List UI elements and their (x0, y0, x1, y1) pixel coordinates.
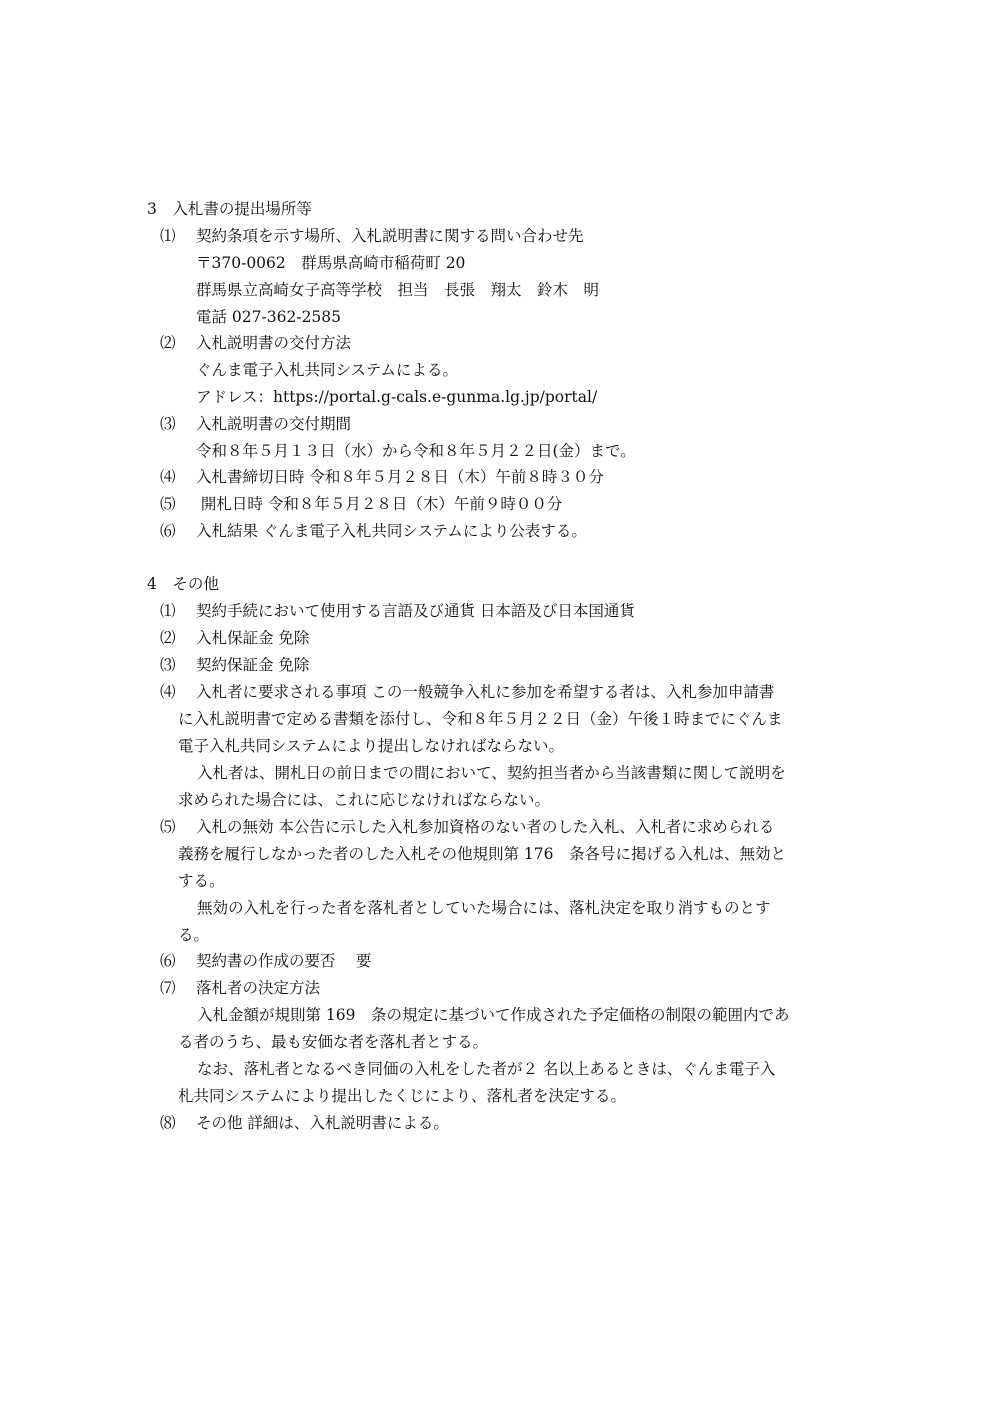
contract-bond: 契約保証金 免除 (196, 656, 310, 674)
item-number: ⑸ (160, 495, 176, 513)
item-number: ⑹ (160, 522, 176, 540)
bid-bond: 入札保証金 免除 (196, 629, 310, 647)
bid-results: 入札結果 ぐんま電子入札共同システムにより公表する。 (196, 522, 587, 540)
item-number: ⑻ (160, 1114, 176, 1132)
invalid-bids-cont: する。 (178, 872, 225, 890)
bidder-requirements: 入札者に要求される事項 この一般競争入札に参加を希望する者は、入札参加申請書 (196, 683, 775, 701)
distribution-title: 入札説明書の交付方法 (196, 334, 352, 352)
item-number: ⑶ (160, 415, 176, 433)
invalid-award-cancel: 無効の入札を行った者を落札者としていた場合には、落札決定を取り消すものとす (197, 899, 771, 917)
award-method-text: 入札金額が規則第 169 条の規定に基づいて作成された予定価格の制限の範囲内であ (197, 1006, 790, 1024)
invalid-bids-cont: 義務を履行しなかった者のした入札その他規則第 176 条各号に掲げる入札は、無効と (178, 845, 787, 863)
portal-url: アドレス：https://portal.g-cals.e-gunma.lg.jp/portal/ (196, 388, 598, 406)
tie-break-text-cont: 札共同システムにより提出したくじにより、落札者を決定する。 (178, 1087, 626, 1105)
award-method-text-cont: る者のうち、最も安価な者を落札者とする。 (178, 1033, 489, 1051)
contract-document-required: 契約書の作成の要否 要 (196, 952, 372, 970)
award-method-title: 落札者の決定方法 (196, 979, 321, 997)
section-4-heading: 4 その他 (147, 575, 219, 593)
contact-address: 〒370-0062 群馬県高崎市稲荷町 20 (196, 254, 466, 272)
bidder-requirements-cont: 電子入札共同システムにより提出しなければならない。 (178, 737, 564, 755)
contact-organization: 群馬県立高崎女子高等学校 担当 長張 翔太 鈴木 明 (196, 281, 600, 299)
bidder-explanation-cont: 求められた場合には、これに応じなければならない。 (178, 791, 551, 809)
item-number: ⑵ (160, 334, 176, 352)
distribution-period-title: 入札説明書の交付期間 (196, 415, 352, 433)
item-number: ⑴ (160, 227, 176, 245)
item-number: ⑷ (160, 468, 176, 486)
language-currency: 契約手続において使用する言語及び通貨 日本語及び日本国通貨 (196, 602, 635, 620)
bidder-requirements-cont: に入札説明書で定める書類を添付し、令和８年５月２２日（金）午後１時までにぐんま (178, 710, 783, 728)
item-number: ⑷ (160, 683, 176, 701)
bidder-explanation: 入札者は、開札日の前日までの間において、契約担当者から当該書類に関して説明を (197, 764, 786, 782)
contact-title: 契約条項を示す場所、入札説明書に関する問い合わせ先 (196, 227, 584, 245)
item-number: ⑹ (160, 952, 176, 970)
other-details: その他 詳細は、入札説明書による。 (196, 1114, 449, 1132)
distribution-method: ぐんま電子入札共同システムによる。 (196, 361, 458, 379)
bid-opening: 開札日時 令和８年５月２８日（木）午前９時００分 (196, 495, 563, 513)
item-number: ⑸ (160, 818, 176, 836)
tie-break-text: なお、落札者となるべき同価の入札をした者が２ 名以上あるときは、ぐんま電子入 (197, 1060, 776, 1078)
item-number: ⑵ (160, 629, 176, 647)
contact-phone: 電話 027-362-2585 (196, 308, 342, 326)
item-number: ⑺ (160, 979, 176, 997)
invalid-award-cancel-cont: る。 (178, 926, 210, 944)
item-number: ⑶ (160, 656, 176, 674)
bid-deadline: 入札書締切日時 令和８年５月２８日（木）午前８時３０分 (196, 468, 604, 486)
distribution-period: 令和８年５月１３日（水）から令和８年５月２２日(金）まで。 (196, 442, 636, 460)
section-3-heading: 3 入札書の提出場所等 (147, 200, 312, 218)
invalid-bids: 入札の無効 本公告に示した入札参加資格のない者のした入札、入札者に求められる (196, 818, 775, 836)
item-number: ⑴ (160, 602, 176, 620)
